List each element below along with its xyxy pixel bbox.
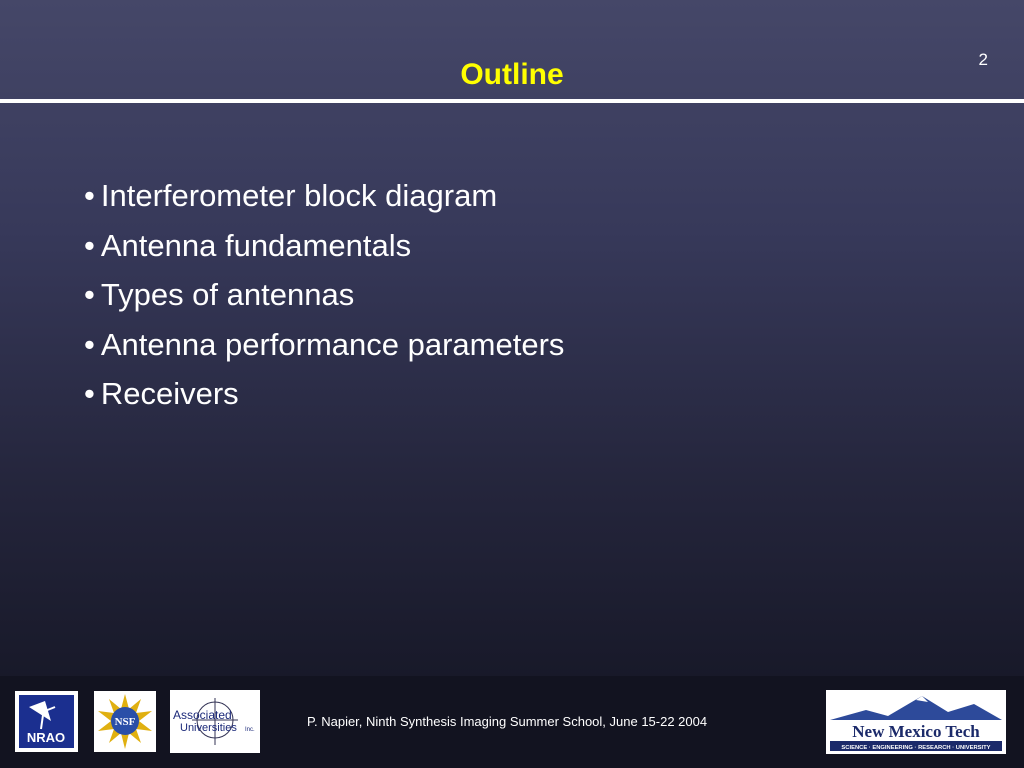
outline-item: • Antenna fundamentals	[84, 227, 412, 263]
nsf-logo-text: NSF	[114, 716, 136, 728]
outline-item-text: Antenna fundamentals	[100, 227, 412, 263]
footer-text: P. Napier, Ninth Synthesis Imaging Summer School, June 15-22 2004	[307, 714, 708, 729]
outline-item: • Antenna performance parameters	[84, 326, 565, 362]
aui-logo	[170, 690, 260, 753]
nmt-logo-tagline: SCIENCE · ENGINEERING · RESEARCH · UNIVERSITY	[841, 745, 991, 751]
title-divider	[0, 99, 1024, 103]
slide-title: Outline	[460, 58, 564, 91]
nrao-logo	[15, 691, 78, 752]
aui-logo-line2: Universities	[180, 722, 237, 734]
outline-item-text: Types of antennas	[100, 277, 355, 312]
nmt-logo-name: New Mexico Tech	[852, 722, 980, 741]
aui-logo-suffix: Inc.	[245, 727, 255, 733]
outline-item-text: Interferometer block diagram	[100, 178, 498, 213]
outline-item-text: Receivers	[100, 376, 239, 411]
nsf-logo	[94, 691, 156, 752]
outline-item: • Interferometer block diagram	[84, 178, 498, 213]
slide-number: 2	[978, 50, 988, 69]
outline-item-text: Antenna performance parameters	[100, 326, 565, 362]
outline-list	[84, 171, 564, 419]
nmt-logo	[826, 690, 1006, 754]
outline-item: • Receivers	[84, 376, 239, 411]
aui-logo-line1: Associated	[173, 708, 232, 722]
nrao-logo-text: NRAO	[26, 730, 66, 745]
outline-item: • Types of antennas	[84, 277, 355, 312]
